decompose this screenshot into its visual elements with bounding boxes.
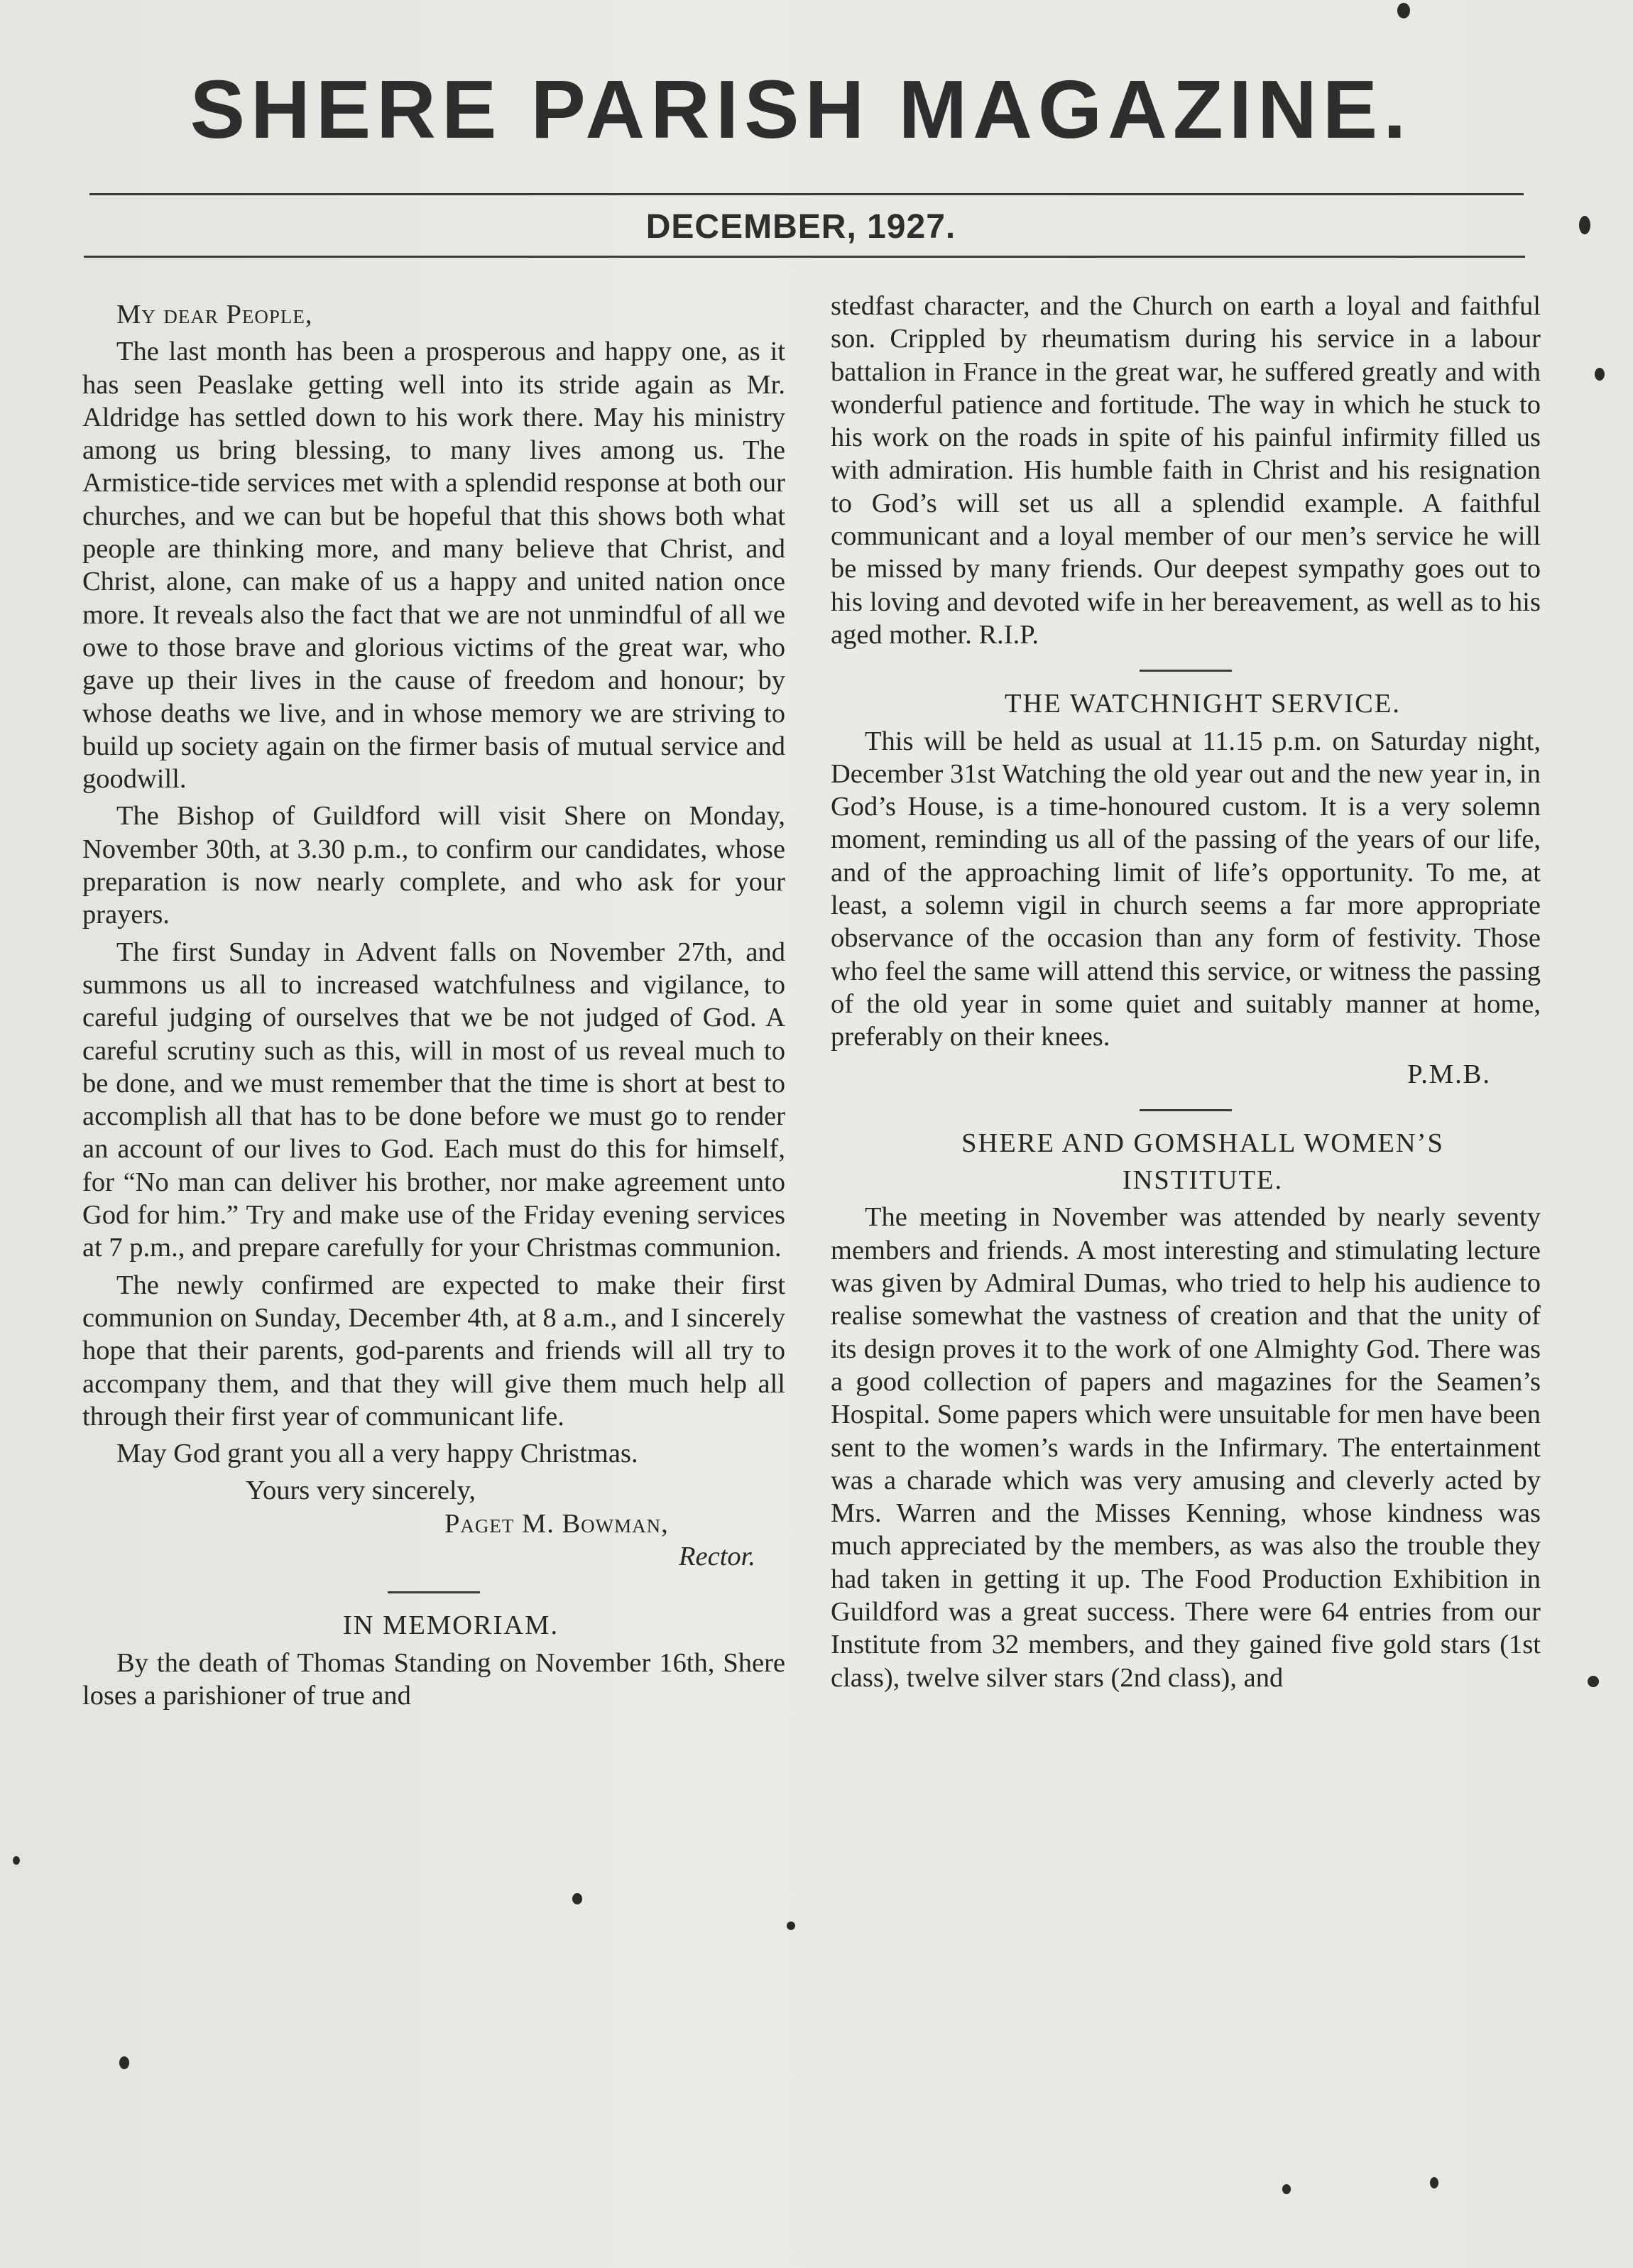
letter-paragraph: The newly confirmed are expected to make their first communion on Sunday, December 4th, at 8 a.m., and I sincerely hope that their parents, god-parents and friends will all try to accompany them, and that they will give them much help all through their first year of communicant life.: [82, 1270, 785, 1432]
ink-spot: [13, 1856, 20, 1865]
memoriam-heading: IN MEMORIAM.: [342, 1610, 559, 1641]
institute-heading-line1: SHERE AND GOMSHALL WOMEN’S: [961, 1128, 1444, 1158]
watchnight-heading: THE WATCHNIGHT SERVICE.: [1004, 689, 1402, 719]
letter-paragraph: The first Sunday in Advent falls on November 27th, and summons us all to increased watchfulness and vigilance, to careful judging of ourselves that we be not judged of God. A careful scrutiny such as this, will in most of us reveal much to be done, and we must remember that the time is short at best to accomplish all that has to be done before we must go to render an account of our lives to God. Each must do this for himself, for “No man can deliver his brother, nor make agreement unto God for him.” Try and make use of the Friday evening services at 7 p.m., and prepare carefully for your Christmas communion.: [82, 937, 785, 1263]
issue-date: DECEMBER, 1927.: [645, 208, 956, 246]
masthead-rule-top: [89, 193, 1524, 195]
left-column: [82, 298, 785, 1716]
masthead-title: SHERE PARISH MAGAZINE.: [190, 63, 1412, 156]
signature-name: Paget M. Bowman,: [444, 1508, 669, 1539]
institute-paragraph: The meeting in November was attended by nearly seventy members and friends. A most interesting and stimulating lecture was given by Admiral Dumas, who tried to help his audience to realise somewhat the vastness of creation and that the unity of its design proves it to the work of one Almighty God. There was a good collection of papers and magazines for the Seamen’s Hospital. Some papers which were unsuitable for men have been sent to the women’s wards in the Infirmary. The entertainment was a charade which was very amusing and cleverly acted by Mrs. Warren and the Misses Kenning, whose kindness was much appreciated by the members, as was also the trouble they had taken in getting it up. The Food Production Exhibition in Guildford was a great success. There were 64 entries from our Institute from 32 members, and they gained five gold stars (1st class), twelve silver stars (2nd class), and: [831, 1202, 1541, 1693]
watchnight-paragraph: This will be held as usual at 11.15 p.m. on Saturday night, December 31st Watching the old year out and the new year in, in God’s House, is a time-honoured custom. It is a very solemn moment, reminding us all of the passing of the years of our life, and of the approaching limit of life’s opportunity. To me, at least, a solemn vigil in church seems a far more appropriate observance of the occasion than any form of festivity. Those who feel the same will attend this service, or witness the passing of the old year in some quiet and suitably manner at home, preferably on their knees.: [831, 726, 1541, 1052]
ink-spot: [572, 1893, 582, 1904]
section-divider: [1140, 1109, 1232, 1111]
ink-spot: [1579, 216, 1590, 234]
masthead-rule-bottom: [84, 256, 1525, 258]
signature-title: Rector.: [679, 1541, 755, 1571]
letter-salutation: My dear People,: [116, 300, 313, 329]
letter-closing: Yours very sincerely,: [246, 1476, 476, 1506]
ink-spot: [1397, 3, 1410, 18]
letter-paragraph: The last month has been a prosperous and happy one, as it has seen Peaslake getting well into its stride again as Mr. Aldridge has settled down to his work there. May his ministry among us bring blessing, to many lives among us. The Armistice-tide services met with a splendid response at both our churches, and we can but be hopeful that this shows both what people are thinking more, and many believe that Christ, and Christ, alone, can make of us a happy and united nation once more. It reveals also the fact that we are not unmindful of all we owe to those brave and glorious victims of the great war, who gave up their lives in the cause of freedom and honour; by whose deaths we live, and in whose memory we are striving to build up society again on the firmer basis of mutual service and goodwill.: [82, 337, 785, 795]
ink-spot: [119, 2056, 129, 2069]
institute-heading-line2: INSTITUTE.: [1122, 1165, 1284, 1196]
ink-spot: [1430, 2177, 1438, 2188]
ink-spot: [787, 1921, 795, 1930]
letter-signature: [82, 1474, 785, 1573]
section-divider: [1140, 670, 1232, 672]
right-column: [831, 290, 1541, 1699]
letter-paragraph: May God grant you all a very happy Christmas.: [116, 1439, 638, 1469]
memoriam-continuation: stedfast character, and the Church on earth a loyal and faithful son. Crippled by rheumatism during his service in a labour battalion in France in the great war, he suffered greatly and with wonderful patience and fortitude. The way in which he stuck to his work on the roads in spite of his painful infirmity filled us with admiration. His humble faith in Christ and his resignation to God’s will set us all a splendid example. A faithful communicant and a loyal member of our men’s service he will be missed by many friends. Our deepest sympathy goes out to his loving and devoted wife in her bereavement, as well as to his aged mother. R.I.P.: [831, 291, 1541, 650]
section-divider: [388, 1591, 480, 1593]
memoriam-paragraph: By the death of Thomas Standing on November 16th, Shere loses a parishioner of true and: [82, 1647, 785, 1711]
ink-spot: [1595, 368, 1605, 381]
ink-spot: [1282, 2184, 1291, 2194]
letter-paragraph: The Bishop of Guildford will visit Shere on Monday, November 30th, at 3.30 p.m., to confirm our candidates, whose preparation is now nearly complete, and who ask for your prayers.: [82, 801, 785, 930]
watchnight-initials: P.M.B.: [1407, 1059, 1491, 1089]
ink-spot: [1588, 1676, 1599, 1687]
